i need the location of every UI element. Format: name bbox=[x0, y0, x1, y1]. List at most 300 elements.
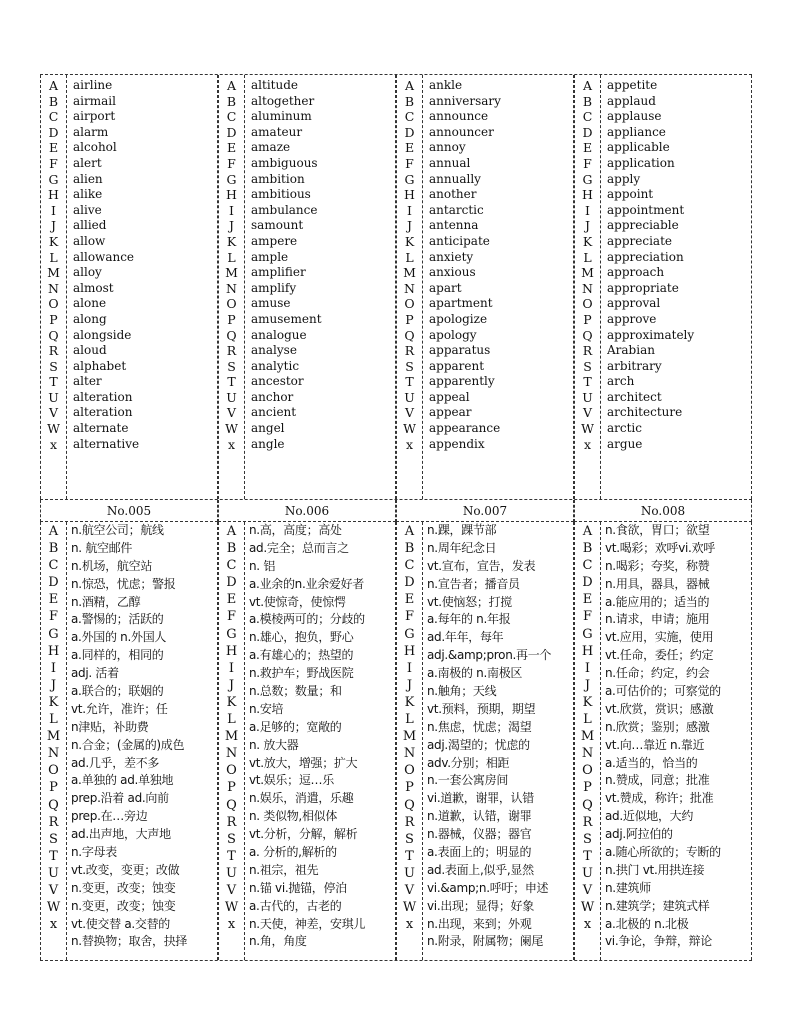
definition-entry: n. 类似物,相似体 bbox=[249, 809, 338, 824]
index-letter: C bbox=[226, 558, 237, 574]
word-entry: ankle bbox=[429, 78, 463, 92]
index-letter: B bbox=[404, 541, 415, 557]
index-letter: E bbox=[582, 140, 593, 156]
index-letter: H bbox=[226, 187, 237, 203]
word-entry: analytic bbox=[251, 358, 300, 373]
index-letter: C bbox=[582, 558, 593, 574]
index-letter: U bbox=[404, 389, 415, 405]
index-letter: E bbox=[226, 592, 237, 608]
index-letter: R bbox=[404, 814, 415, 830]
definition-entry: n.航空公司；航线 bbox=[71, 523, 164, 537]
index-letter: C bbox=[582, 109, 593, 125]
word-entry: ambitious bbox=[251, 187, 311, 202]
definition-entry: prep.沿着 ad.向前 bbox=[71, 791, 169, 806]
word-entry: apartment bbox=[429, 296, 493, 311]
index-letter: x bbox=[227, 917, 236, 933]
index-letter: A bbox=[48, 78, 59, 93]
index-letter: H bbox=[581, 643, 594, 659]
word-entry: apply bbox=[607, 171, 641, 186]
word-entry: anniversary bbox=[429, 93, 501, 108]
index-letter: M bbox=[402, 729, 417, 745]
word-entry: appreciate bbox=[607, 233, 672, 248]
index-letter: N bbox=[403, 746, 416, 762]
index-letter: x bbox=[49, 917, 58, 933]
word-card-4 bbox=[574, 75, 752, 499]
index-letter: N bbox=[47, 746, 60, 762]
vocabulary-sheet bbox=[40, 74, 752, 961]
word-entry: appetite bbox=[607, 78, 658, 92]
index-letter: V bbox=[404, 405, 415, 421]
definition-column bbox=[67, 522, 217, 960]
index-letter: T bbox=[405, 848, 414, 864]
index-letter: R bbox=[582, 343, 593, 359]
index-letter: U bbox=[404, 865, 415, 881]
word-entry: angle bbox=[251, 436, 285, 451]
card-number: No.005 bbox=[40, 500, 218, 522]
word-entry: alike bbox=[73, 187, 103, 202]
index-letter: L bbox=[49, 249, 58, 265]
definition-card-2 bbox=[218, 522, 396, 960]
definition-entry: n.雄心，抱负，野心 bbox=[249, 630, 354, 645]
index-letter: G bbox=[404, 171, 415, 187]
definition-entry: ad.出声地，大声地 bbox=[71, 827, 171, 842]
index-letter: C bbox=[404, 558, 415, 574]
definition-entry: vt.向…靠近 n.靠近 bbox=[605, 737, 705, 752]
definition-entry: n.宣告者；播音员 bbox=[427, 576, 520, 591]
word-entry: alert bbox=[73, 155, 102, 170]
index-letter: D bbox=[404, 575, 415, 591]
word-entry: amusement bbox=[251, 311, 322, 326]
index-letter: K bbox=[226, 233, 237, 249]
word-entry: along bbox=[73, 311, 107, 326]
index-letter: Q bbox=[404, 327, 415, 343]
index-letter: N bbox=[225, 746, 238, 762]
definition-entry: n.变更，改变；蚀变 bbox=[71, 880, 176, 895]
definition-entry: vt.放大，增强；扩大 bbox=[249, 755, 358, 770]
index-letter: L bbox=[227, 249, 236, 265]
index-letter: Q bbox=[48, 327, 59, 343]
word-entry: apparent bbox=[429, 358, 485, 373]
definition-entry: n.食欲，胃口；欲望 bbox=[605, 523, 710, 537]
letter-column bbox=[219, 522, 245, 960]
index-letter: R bbox=[48, 814, 59, 830]
index-letter: V bbox=[48, 882, 59, 898]
word-entry: ampere bbox=[251, 233, 298, 248]
word-entry: anchor bbox=[251, 389, 294, 404]
index-letter: V bbox=[404, 882, 415, 898]
index-letter: B bbox=[48, 93, 59, 109]
index-letter: E bbox=[582, 592, 593, 608]
word-entry: ambition bbox=[251, 171, 305, 186]
index-letter: R bbox=[582, 814, 593, 830]
index-letter: A bbox=[404, 524, 415, 539]
card-number-row bbox=[40, 499, 752, 522]
definition-entry: adj.阿拉伯的 bbox=[605, 827, 673, 842]
index-letter: M bbox=[403, 265, 416, 281]
index-letter: S bbox=[49, 831, 58, 847]
index-letter: V bbox=[48, 405, 59, 421]
index-letter: N bbox=[48, 280, 59, 296]
index-letter: O bbox=[404, 763, 415, 779]
word-entry: airline bbox=[73, 78, 113, 92]
letter-column bbox=[41, 75, 67, 499]
word-entry: announce bbox=[429, 109, 489, 124]
word-column bbox=[601, 75, 751, 499]
letter-column bbox=[575, 522, 601, 960]
word-card-1 bbox=[40, 75, 218, 499]
definition-entry: n.锚 vi.抛锚，停泊 bbox=[249, 880, 347, 895]
index-letter: T bbox=[49, 848, 58, 864]
definition-entry: vi.道歉，谢罪，认错 bbox=[427, 791, 534, 806]
index-letter: C bbox=[404, 109, 415, 125]
word-entry: anxiety bbox=[429, 249, 474, 264]
letter-column bbox=[397, 522, 423, 960]
word-card-2 bbox=[218, 75, 396, 499]
index-letter: I bbox=[584, 660, 591, 676]
word-entry: aloud bbox=[73, 343, 107, 358]
index-letter: I bbox=[50, 660, 57, 676]
index-letter: F bbox=[405, 155, 414, 171]
definition-column bbox=[245, 522, 395, 960]
word-entry: analogue bbox=[251, 327, 307, 342]
index-letter: H bbox=[225, 643, 238, 659]
index-letter: Q bbox=[226, 327, 237, 343]
index-letter: N bbox=[226, 280, 237, 296]
definition-entry: vt.欣赏，赏识；感激 bbox=[605, 701, 714, 716]
definition-entry: vt.改变，变更；改做 bbox=[71, 862, 180, 877]
index-letter: T bbox=[583, 848, 592, 864]
index-letter: M bbox=[46, 729, 61, 745]
definition-entry: vt.娱乐；逗…乐 bbox=[249, 773, 334, 788]
index-letter: J bbox=[50, 677, 57, 693]
index-letter: L bbox=[583, 712, 592, 728]
index-letter: B bbox=[226, 541, 237, 557]
word-entry: almost bbox=[73, 280, 114, 295]
definition-entry: n.任命；约定，约会 bbox=[605, 666, 710, 681]
word-entry: another bbox=[429, 187, 477, 202]
card-number: No.008 bbox=[574, 500, 752, 522]
definition-column bbox=[423, 522, 573, 960]
index-letter: U bbox=[226, 865, 237, 881]
index-letter: V bbox=[226, 882, 237, 898]
index-letter: H bbox=[582, 187, 593, 203]
index-letter: I bbox=[406, 660, 413, 676]
index-letter: N bbox=[581, 746, 594, 762]
word-entry: amuse bbox=[251, 296, 291, 311]
index-letter: P bbox=[405, 311, 414, 327]
index-letter: Q bbox=[582, 797, 593, 813]
index-letter: H bbox=[403, 643, 416, 659]
word-entry: arbitrary bbox=[607, 358, 662, 373]
definition-entry: n津贴，补助费 bbox=[71, 719, 149, 734]
index-letter: B bbox=[582, 93, 593, 109]
definition-entry: n.总数；数量；和 bbox=[249, 684, 342, 699]
index-letter: D bbox=[48, 575, 59, 591]
index-letter: D bbox=[226, 124, 237, 140]
definition-entry: n.替换物；取舍，抉择 bbox=[71, 934, 188, 949]
index-letter: O bbox=[226, 763, 237, 779]
index-letter: V bbox=[226, 405, 237, 421]
word-entry: announcer bbox=[429, 124, 494, 139]
index-letter: P bbox=[49, 311, 58, 327]
letter-column bbox=[219, 75, 245, 499]
index-letter: M bbox=[224, 729, 239, 745]
word-entry: applause bbox=[607, 109, 662, 124]
index-letter: x bbox=[405, 917, 414, 933]
index-letter: Q bbox=[48, 797, 59, 813]
index-letter: I bbox=[228, 660, 235, 676]
index-letter: O bbox=[582, 296, 593, 312]
definition-entry: n.惊恐，忧虑；警报 bbox=[71, 576, 176, 591]
definition-entry: a.有雄心的；热望的 bbox=[249, 648, 354, 663]
index-letter: E bbox=[48, 592, 59, 608]
word-entry: amaze bbox=[251, 140, 291, 155]
definition-entry: n.拱门 vt.用拱连接 bbox=[605, 862, 705, 877]
index-letter: T bbox=[49, 374, 58, 390]
index-letter: A bbox=[226, 524, 237, 539]
word-entry: ambulance bbox=[251, 202, 318, 217]
index-letter: J bbox=[228, 218, 234, 234]
word-entry: anticipate bbox=[429, 233, 490, 248]
definition-entry: ad.近似地，大约 bbox=[605, 809, 694, 824]
word-entry: apparently bbox=[429, 374, 495, 389]
definition-entry: n.请求，申请；施用 bbox=[605, 612, 710, 627]
word-entry: arctic bbox=[607, 421, 642, 436]
word-entry: approximately bbox=[607, 327, 695, 342]
index-letter: O bbox=[582, 763, 593, 779]
definition-entry: vt.任命，委任；约定 bbox=[605, 648, 714, 663]
index-letter: D bbox=[48, 124, 59, 140]
index-letter: O bbox=[48, 763, 59, 779]
index-letter: K bbox=[582, 694, 593, 710]
definition-entry: n.欣赏；鉴别；感激 bbox=[605, 719, 710, 734]
word-entry: appeal bbox=[429, 389, 470, 404]
card-number: No.006 bbox=[218, 500, 396, 522]
word-entry: altogether bbox=[251, 93, 315, 108]
index-letter: S bbox=[583, 831, 592, 847]
index-letter: K bbox=[582, 233, 593, 249]
word-entry: alphabet bbox=[73, 358, 127, 373]
index-letter: G bbox=[48, 626, 59, 642]
index-letter: W bbox=[46, 900, 61, 916]
index-letter: K bbox=[48, 694, 59, 710]
definition-entry: vt.使恼怒；打搅 bbox=[427, 594, 512, 609]
index-letter: G bbox=[226, 626, 237, 642]
index-letter: W bbox=[581, 421, 594, 437]
definition-card-3 bbox=[396, 522, 574, 960]
definition-entry: vt.应用，实施，使用 bbox=[605, 630, 714, 645]
word-entry: application bbox=[607, 155, 675, 170]
word-entry: apologize bbox=[429, 311, 488, 326]
definition-entry: vi.出现；显得；好象 bbox=[427, 898, 534, 913]
definition-entry: n.娱乐，消遣，乐趣 bbox=[249, 791, 354, 806]
index-letter: x bbox=[227, 436, 236, 452]
definition-entry: n.字母表 bbox=[71, 845, 117, 860]
word-entry: allow bbox=[73, 233, 106, 248]
index-letter: J bbox=[50, 218, 56, 234]
index-letter: G bbox=[226, 171, 237, 187]
definition-entry: a.外国的 n.外国人 bbox=[71, 630, 167, 645]
index-letter: J bbox=[228, 677, 235, 693]
index-letter: S bbox=[405, 358, 414, 374]
index-letter: E bbox=[48, 140, 59, 156]
index-letter: U bbox=[226, 389, 237, 405]
word-entry: appropriate bbox=[607, 280, 679, 295]
word-column bbox=[245, 75, 395, 499]
definition-entry: ad.几乎，差不多 bbox=[71, 755, 160, 770]
word-entry: architect bbox=[607, 389, 662, 404]
word-entry: appear bbox=[429, 405, 472, 420]
word-entry: anxious bbox=[429, 265, 476, 280]
word-entry: aluminum bbox=[251, 109, 312, 124]
definition-entry: adj. 活着 bbox=[71, 666, 119, 681]
definition-entry: n.赞成，同意；批准 bbox=[605, 773, 710, 788]
index-letter: F bbox=[49, 155, 58, 171]
index-letter: M bbox=[225, 265, 238, 281]
letter-column bbox=[575, 75, 601, 499]
word-entry: apology bbox=[429, 327, 477, 342]
index-letter: F bbox=[227, 155, 236, 171]
word-entry: appreciation bbox=[607, 249, 684, 264]
index-letter: M bbox=[580, 729, 595, 745]
definition-card-4 bbox=[574, 522, 752, 960]
index-letter: A bbox=[48, 524, 59, 539]
index-letter: R bbox=[48, 343, 59, 359]
index-letter: B bbox=[226, 93, 237, 109]
letter-column bbox=[41, 522, 67, 960]
index-letter: W bbox=[403, 421, 416, 437]
index-letter: A bbox=[582, 78, 593, 93]
word-entry: appointment bbox=[607, 202, 685, 217]
word-entry: approval bbox=[607, 296, 661, 311]
index-letter: J bbox=[406, 677, 413, 693]
word-entry: appliance bbox=[607, 124, 666, 139]
index-letter: R bbox=[226, 814, 237, 830]
definition-entry: a.南极的 n.南极区 bbox=[427, 666, 523, 681]
word-entry: alcohol bbox=[73, 140, 117, 155]
index-letter: I bbox=[407, 202, 412, 218]
word-entry: architecture bbox=[607, 405, 683, 420]
word-entry: alarm bbox=[73, 124, 109, 139]
index-letter: L bbox=[405, 249, 414, 265]
word-entry: allowance bbox=[73, 249, 135, 264]
word-column bbox=[423, 75, 573, 499]
index-letter: P bbox=[583, 780, 592, 796]
definition-entry: vi.争论，争辩，辩论 bbox=[605, 934, 712, 949]
index-letter: D bbox=[582, 575, 593, 591]
definition-entry: prep.在…旁边 bbox=[71, 809, 148, 824]
index-letter: T bbox=[227, 848, 236, 864]
definition-entry: n.器械，仪器；器官 bbox=[427, 827, 532, 842]
index-letter: H bbox=[47, 643, 60, 659]
index-letter: P bbox=[405, 780, 414, 796]
index-letter: N bbox=[404, 280, 415, 296]
definition-entry: vt.分析，分解，解析 bbox=[249, 827, 358, 842]
definition-entry: a.单独的 ad.单独地 bbox=[71, 773, 174, 788]
definition-entry: a. 分析的,解析的 bbox=[249, 845, 337, 860]
definition-entry: a.警惕的；活跃的 bbox=[71, 612, 164, 627]
index-letter: E bbox=[404, 592, 415, 608]
definition-entry: n.建筑学；建筑式样 bbox=[605, 898, 710, 913]
index-letter: S bbox=[405, 831, 414, 847]
word-entry: ambiguous bbox=[251, 155, 318, 170]
word-entry: alter bbox=[73, 374, 102, 389]
index-letter: U bbox=[582, 865, 593, 881]
word-entry: alongside bbox=[73, 327, 132, 342]
word-entry: ancient bbox=[251, 405, 297, 420]
definition-entry: adv.分别；相距 bbox=[427, 755, 510, 770]
definition-entry: n.变更，改变；蚀变 bbox=[71, 898, 176, 913]
definition-entry: a.业余的n.业余爱好者 bbox=[249, 576, 364, 591]
definition-entry: n.周年纪念日 bbox=[427, 540, 497, 555]
definition-card-1 bbox=[40, 522, 218, 960]
index-letter: F bbox=[48, 609, 59, 625]
index-letter: R bbox=[404, 343, 415, 359]
index-letter: O bbox=[48, 296, 59, 312]
definition-entry: n. 航空邮件 bbox=[71, 540, 133, 555]
index-letter: G bbox=[48, 171, 59, 187]
definition-entry: vi.&amp;n.呼吁；申述 bbox=[427, 880, 549, 895]
definition-entry: a.模棱两可的；分歧的 bbox=[249, 612, 365, 627]
index-letter: D bbox=[226, 575, 237, 591]
word-entry: angel bbox=[251, 421, 285, 436]
definition-entry: n.一套公寓房间 bbox=[427, 773, 509, 788]
index-letter: N bbox=[582, 280, 593, 296]
definition-row bbox=[40, 522, 752, 961]
index-letter: K bbox=[404, 694, 415, 710]
word-entry: ancestor bbox=[251, 374, 304, 389]
index-letter: A bbox=[404, 78, 415, 93]
word-entry: antenna bbox=[429, 218, 479, 233]
definition-entry: vt.宣布，宣告，发表 bbox=[427, 558, 536, 573]
index-letter: U bbox=[582, 389, 593, 405]
index-letter: T bbox=[405, 374, 414, 390]
index-letter: V bbox=[582, 405, 593, 421]
index-letter: U bbox=[48, 865, 59, 881]
definition-entry: n.角，角度 bbox=[249, 934, 307, 949]
definition-entry: a.北极的 n.北极 bbox=[605, 916, 689, 931]
index-letter: V bbox=[582, 882, 593, 898]
word-entry: approve bbox=[607, 311, 657, 326]
definition-entry: a.同样的，相同的 bbox=[71, 648, 164, 663]
index-letter: F bbox=[226, 609, 237, 625]
word-entry: alloy bbox=[73, 265, 102, 280]
index-letter: L bbox=[405, 712, 414, 728]
index-letter: D bbox=[582, 124, 593, 140]
index-letter: x bbox=[583, 917, 592, 933]
definition-entry: vt.赞成，称许；批准 bbox=[605, 791, 714, 806]
index-letter: W bbox=[580, 900, 595, 916]
index-letter: J bbox=[584, 677, 591, 693]
definition-entry: vt.喝彩；欢呼vi.欢呼 bbox=[605, 540, 715, 555]
definition-entry: n.合金；(金属的)成色 bbox=[71, 737, 185, 752]
definition-entry: n.酒精，乙醇 bbox=[71, 594, 141, 609]
letter-column bbox=[397, 75, 423, 499]
index-letter: I bbox=[585, 202, 590, 218]
word-column bbox=[67, 75, 217, 499]
index-letter: H bbox=[404, 187, 415, 203]
definition-entry: n.天使，神差，安琪儿 bbox=[249, 916, 366, 931]
definition-entry: vt.允许，准许；任 bbox=[71, 701, 168, 716]
index-letter: x bbox=[405, 436, 414, 452]
index-letter: J bbox=[584, 218, 590, 234]
index-letter: x bbox=[49, 436, 58, 452]
definition-entry: n.附录，附属物；阑尾 bbox=[427, 934, 544, 949]
word-entry: alive bbox=[73, 202, 102, 217]
definition-entry: n.高，高度；高处 bbox=[249, 523, 342, 537]
definition-entry: a.能应用的；适当的 bbox=[605, 594, 710, 609]
index-letter: G bbox=[582, 171, 593, 187]
